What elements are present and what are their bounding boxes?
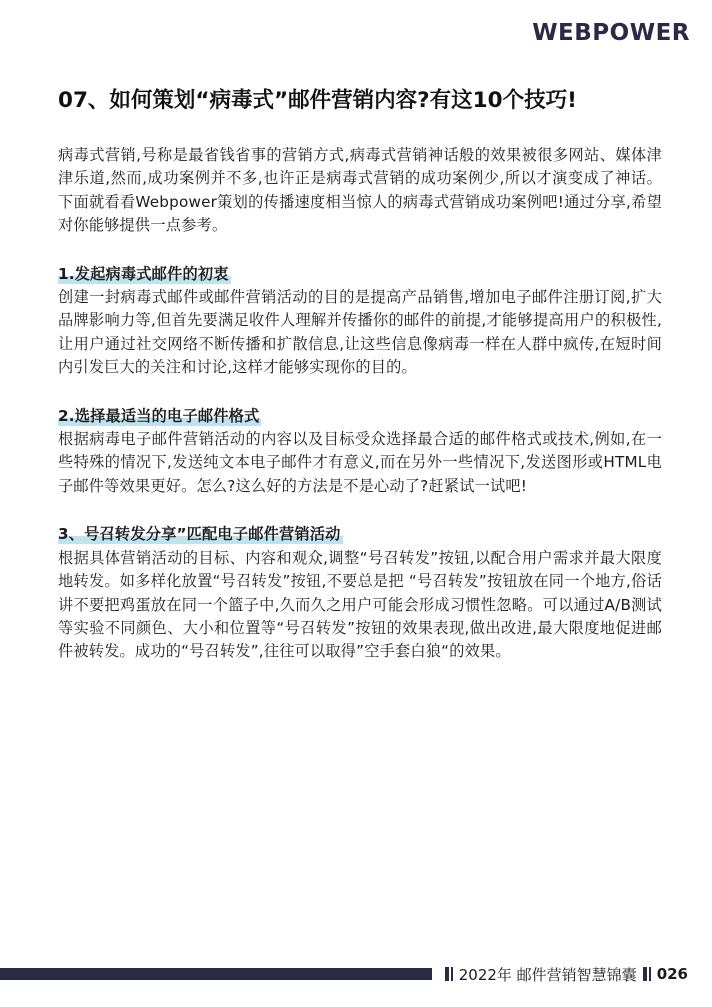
page-title: 07、如何策划“病毒式”邮件营销内容?有这10个技巧!	[58, 88, 577, 113]
section-body: 根据病毒电子邮件营销活动的内容以及目标受众选择最合适的邮件格式或技术,例如,在一些特殊的情况下,发送纯文本电子邮件才有意义,而在另外一些情况下,发送图形或HTML电子邮件等效果更好。怎么?这么好的方法是不是心动了?赶紧试一试吧!	[58, 430, 662, 495]
separator-bars-icon	[643, 967, 651, 981]
section-body: 根据具体营销活动的目标、内容和观众,调整“号召转发”按钮,以配合用户需求并最大限度地转发。如多样化放置“号召转发”按钮,不要总是把 “号召转发”按钮放在同一个地方,俗话讲不要把鸡蛋放在同一个篮子中,久而久之用户可能会形成习惯性忽略。可以通过A/B测试等实验不同颜色、大小和位置等“号召转发”按钮的效果表现,做出改进,最大限度地促进邮件被转发。成功的“号召转发”,往往可以取得”空手套白狼“的效果。	[58, 548, 662, 661]
section-2	[58, 405, 662, 499]
section-3	[58, 523, 662, 663]
footer-bar	[0, 968, 432, 980]
section-1	[58, 263, 662, 380]
footer-book-title: 2022年 邮件营销智慧锦囊	[458, 965, 637, 984]
section-heading: 3、号召转发分享”匹配电子邮件营销活动	[58, 525, 341, 544]
section-body: 创建一封病毒式邮件或邮件营销活动的目的是提高产品销售,增加电子邮件注册订阅,扩大品牌影响力等,但首先要满足收件人理解并传播你的邮件的前提,才能够提高用户的积极性,让用户通过社交网络不断传播和扩散信息,让这些信息像病毒一样在人群中疯传,在短时间内引发巨大的关注和讨论,这样才能够实现你的目的。	[58, 288, 662, 377]
section-heading: 1.发起病毒式邮件的初衷	[58, 264, 229, 283]
footer	[439, 962, 688, 986]
article-content	[58, 144, 662, 664]
section-heading: 2.选择最适当的电子邮件格式	[58, 406, 260, 425]
separator-bars-icon	[445, 967, 453, 981]
page-number: 026	[656, 965, 688, 983]
webpower-logo: WEBPOWER	[532, 20, 690, 46]
intro-paragraph: 病毒式营销,号称是最省钱省事的营销方式,病毒式营销神话般的效果被很多网站、媒体津津乐道,然而,成功案例并不多,也许正是病毒式营销的成功案例少,所以才演变成了神话。下面就看看Webpower策划的传播速度相当惊人的病毒式营销成功案例吧!通过分享,希望对你能够提供一点参考。	[58, 146, 662, 235]
